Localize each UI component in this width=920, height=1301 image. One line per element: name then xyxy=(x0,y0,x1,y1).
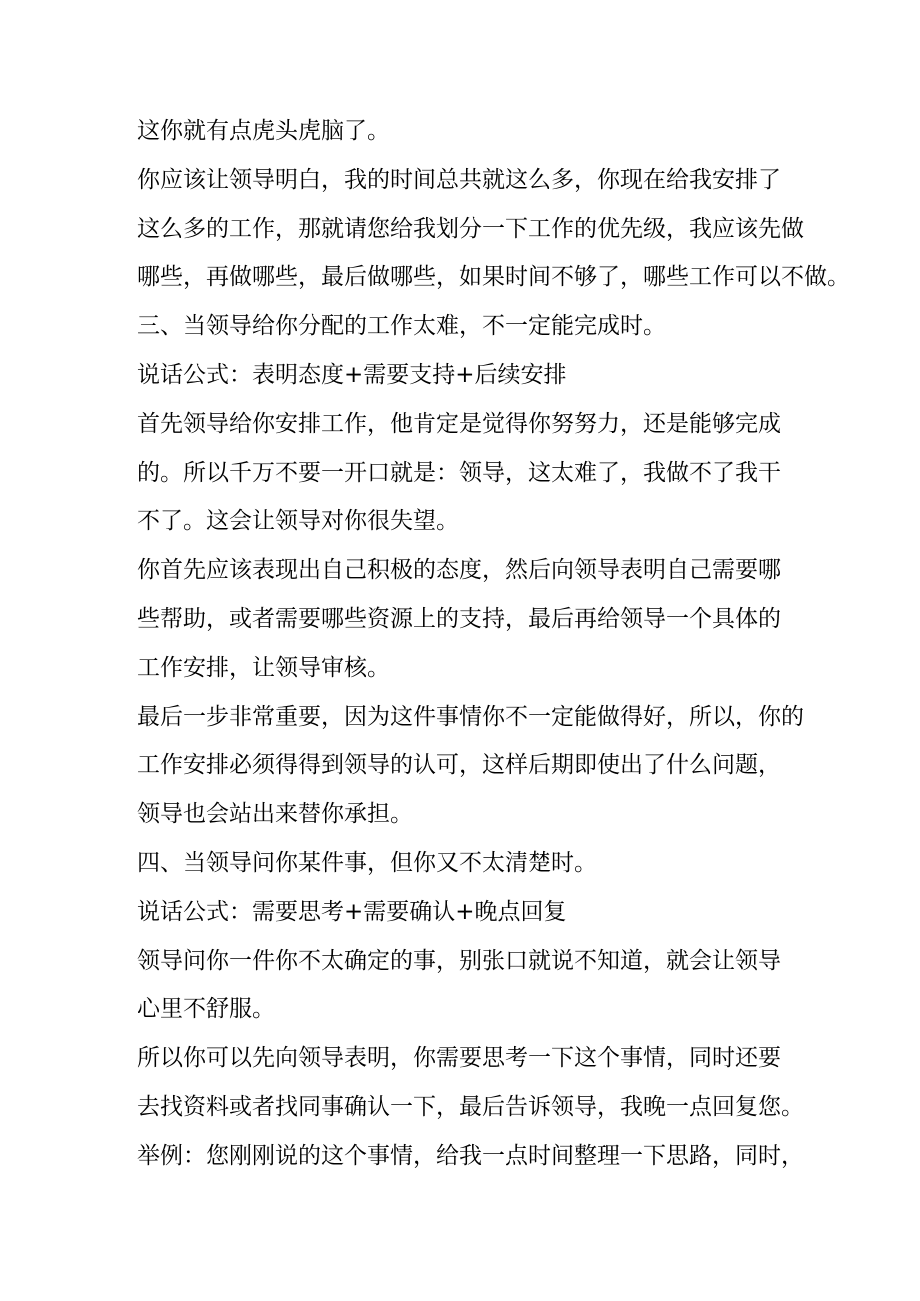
paragraph-line: 哪些，再做哪些，最后做哪些，如果时间不够了，哪些工作可以不做。 xyxy=(137,264,850,291)
paragraph-line: 工作安排，让领导审核。 xyxy=(137,654,390,681)
paragraph-line: 领导也会站出来替你承担。 xyxy=(137,801,413,828)
paragraph-line: 你应该让领导明白，我的时间总共就这么多，你现在给我安排了 xyxy=(137,166,781,193)
section-heading: 三、当领导给你分配的工作太难，不一定能完成时。 xyxy=(137,313,666,340)
paragraph-line: 最后一步非常重要，因为这件事情你不一定能做得好，所以，你的 xyxy=(137,703,804,730)
speech-formula: 说话公式：需要思考+需要确认+晚点回复 xyxy=(137,898,567,925)
paragraph-line: 领导问你一件你不太确定的事，别张口就说不知道，就会让领导 xyxy=(137,947,781,974)
paragraph-line: 所以你可以先向领导表明，你需要思考一下这个事情，同时还要 xyxy=(137,1045,781,1072)
paragraph-line: 去找资料或者找同事确认一下，最后告诉领导，我晚一点回复您。 xyxy=(137,1093,804,1120)
section-heading: 四、当领导问你某件事，但你又不太清楚时。 xyxy=(137,849,597,876)
paragraph-line: 的。所以千万不要一开口就是：领导，这太难了，我做不了我干 xyxy=(137,459,781,486)
document-body xyxy=(137,107,850,1181)
example-line: 举例：您刚刚说的这个事情，给我一点时间整理一下思路，同时， xyxy=(137,1142,804,1169)
paragraph-line: 这么多的工作，那就请您给我划分一下工作的优先级，我应该先做 xyxy=(137,215,804,242)
paragraph-line: 首先领导给你安排工作，他肯定是觉得你努努力，还是能够完成 xyxy=(137,410,781,437)
paragraph-line: 不了。这会让领导对你很失望。 xyxy=(137,508,459,535)
paragraph-line: 这你就有点虎头虎脑了。 xyxy=(137,118,390,144)
paragraph-line: 些帮助，或者需要哪些资源上的支持，最后再给领导一个具体的 xyxy=(137,605,781,632)
paragraph-line: 心里不舒服。 xyxy=(137,996,275,1023)
paragraph-line: 你首先应该表现出自己积极的态度，然后向领导表明自己需要哪 xyxy=(137,557,781,584)
speech-formula: 说话公式：表明态度+需要支持+后续安排 xyxy=(137,361,567,388)
paragraph-line: 工作安排必须得得到领导的认可，这样后期即使出了什么问题， xyxy=(137,752,781,779)
